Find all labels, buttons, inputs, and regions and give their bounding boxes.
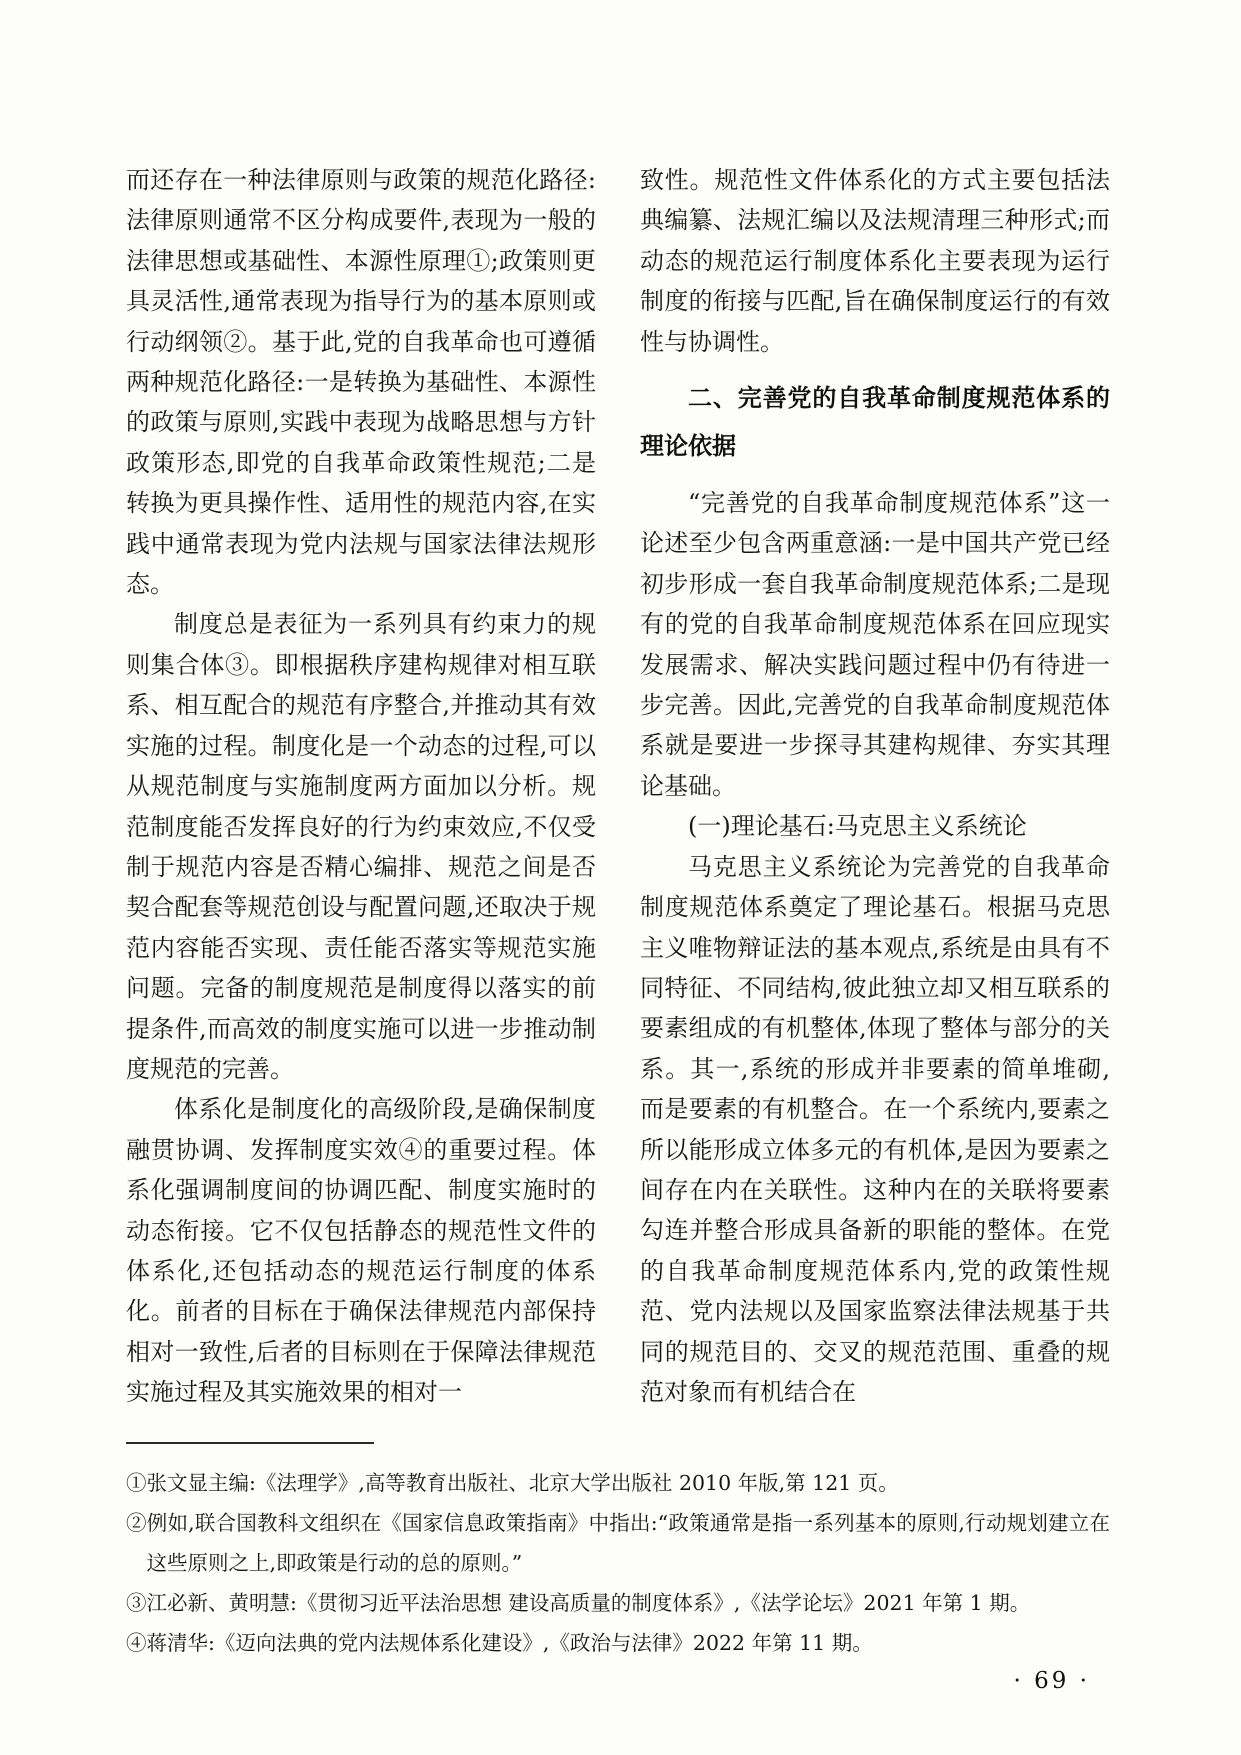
body-paragraph-continued: 而还存在一种法律原则与政策的规范化路径:法律原则通常不区分构成要件,表现为一般的法律思想或基础性、本源性原理①;政策则更具灵活性,通常表现为指导行为的基本原则或行动纲领②。基于此,党的自我革命也可遵循两种规范化路径:一是转换为基础性、本源性的政策与原则,实践中表现为战略思想与方针政策形态,即党的自我革命政策性规范;二是转换为更具操作性、适用性的规范内容,在实践中通常表现为党内法规与国家法律法规形态。 [126, 166, 596, 599]
two-column-body [126, 160, 1110, 1413]
footnote-3: ③江必新、黄明慧:《贯彻习近平法治思想 建设高质量的制度体系》,《法学论坛》2021 年第 1 期。 [126, 1591, 1031, 1615]
body-paragraph: “完善党的自我革命制度规范体系”这一论述至少包含两重意涵:一是中国共产党已经初步形成一套自我革命制度规范体系;二是现有的党的自我革命制度规范体系在回应现实发展需求、解决实践问题过程中仍有待进一步完善。因此,完善党的自我革命制度规范体系就是要进一步探寻其建构规律、夯实其理论基础。 [640, 489, 1110, 800]
left-column [126, 160, 596, 1413]
subsection-heading: (一)理论基石:马克思主义系统论 [688, 812, 1027, 841]
right-column [640, 160, 1110, 1413]
body-paragraph: 马克思主义系统论为完善党的自我革命制度规范体系奠定了理论基石。根据马克思主义唯物辩证法的基本观点,系统是由具有不同特征、不同结构,彼此独立却又相互联系的要素组成的有机整体,体现了整体与部分的关系。其一,系统的形成并非要素的简单堆砌,而是要素的有机整合。在一个系统内,要素之所以能形成立体多元的有机体,是因为要素之间存在内在关联性。这种内在的关联将要素勾连并整合形成具备新的职能的整体。在党的自我革命制度规范体系内,党的政策性规范、党内法规以及国家监察法律法规基于共同的规范目的、交叉的规范范围、重叠的规范对象而有机结合在 [640, 852, 1110, 1406]
section-heading: 二、完善党的自我革命制度规范体系的理论依据 [640, 384, 1110, 461]
page-number: · 69 · [1013, 1668, 1090, 1694]
footnote-2: ②例如,联合国教科文组织在《国家信息政策指南》中指出:“政策通常是指一系列基本的原则,行动规划建立在这些原则之上,即政策是行动的总的原则。” [126, 1511, 1110, 1575]
body-paragraph: 体系化是制度化的高级阶段,是确保制度融贯协调、发挥制度实效④的重要过程。体系化强调制度间的协调匹配、制度实施时的动态衔接。它不仅包括静态的规范性文件的体系化,还包括动态的规范运行制度的体系化。前者的目标在于确保法律规范内部保持相对一致性,后者的目标则在于保障法律规范实施过程及其实施效果的相对一 [126, 1095, 596, 1407]
body-paragraph: 制度总是表征为一系列具有约束力的规则集合体③。即根据秩序建构规律对相互联系、相互配合的规范有序整合,并推动其有效实施的过程。制度化是一个动态的过程,可以从规范制度与实施制度两方面加以分析。规范制度能否发挥良好的行为约束效应,不仅受制于规范内容是否精心编排、规范之间是否契合配套等规范创设与配置问题,还取决于规范内容能否实现、责任能否落实等规范实施问题。完备的制度规范是制度得以落实的前提条件,而高效的制度实施可以进一步推动制度规范的完善。 [126, 610, 596, 1083]
footnotes-block [126, 1442, 1110, 1663]
footnote-separator-rule [126, 1442, 374, 1444]
footnote-4: ④蒋清华:《迈向法典的党内法规体系化建设》,《政治与法律》2022 年第 11 期。 [126, 1631, 873, 1655]
body-paragraph-continued: 致性。规范性文件体系化的方式主要包括法典编纂、法规汇编以及法规清理三种形式;而动态的规范运行制度体系化主要表现为运行制度的衔接与匹配,旨在确保制度运行的有效性与协调性。 [640, 166, 1110, 356]
footnote-1: ①张文显主编:《法理学》,高等教育出版社、北京大学出版社 2010 年版,第 121 页。 [126, 1471, 899, 1495]
